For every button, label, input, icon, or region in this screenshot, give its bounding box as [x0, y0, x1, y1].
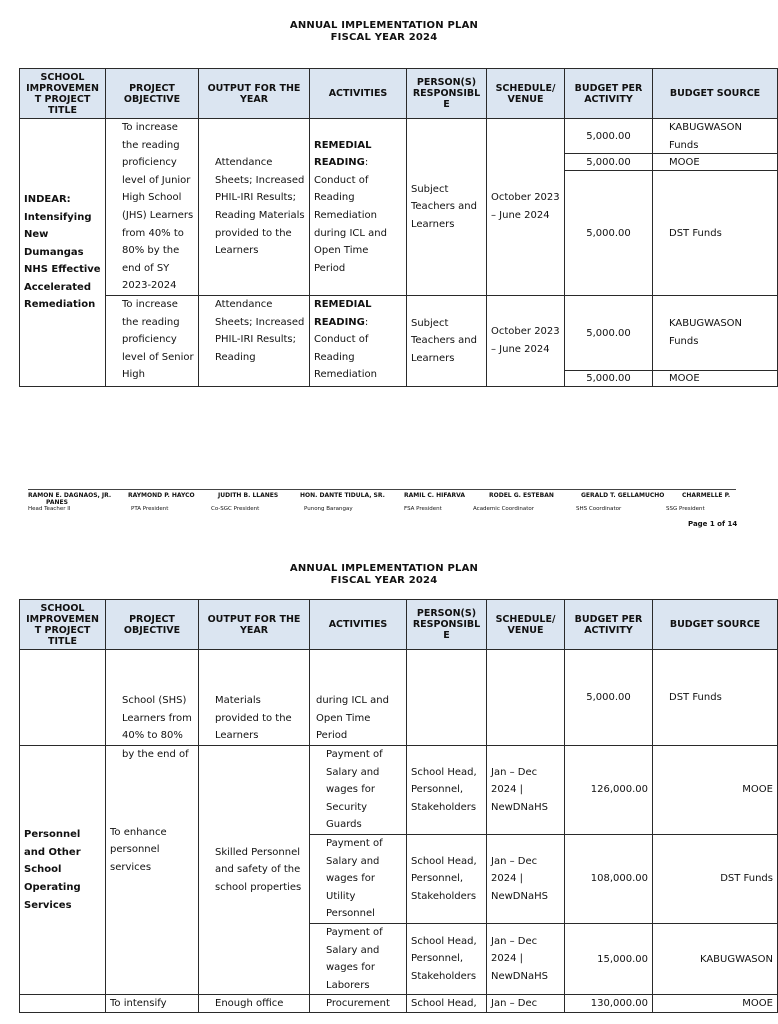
persons-cell: School Head, [407, 995, 487, 1013]
signature-line [28, 489, 736, 490]
source-line: DST Funds [669, 227, 722, 239]
document-title [0, 563, 768, 587]
budget-cell: 126,000.00 [565, 746, 653, 835]
header-output: OUTPUT FOR THE YEAR [199, 69, 310, 119]
page-number-current: 1 [709, 520, 715, 528]
source-cell: MOOE [653, 746, 778, 835]
objective-cell: School (SHS) Learners from 40% to 80% [106, 650, 199, 746]
output-cell: Attendance Sheets; Increased PHIL-IRI Results; Reading [199, 296, 310, 387]
header-sip-title: SCHOOL IMPROVEMEN T PROJECT TITLE [20, 600, 106, 650]
source-line: KABUGWASON Funds [653, 119, 777, 154]
title-line-2: FISCAL YEAR 2024 [330, 575, 438, 586]
persons-cell: Subject Teachers and Learners [407, 119, 487, 296]
budget-cell [565, 119, 653, 296]
project-title-cell: Personnel and Other School Operating Services [20, 746, 106, 995]
signatory [28, 492, 111, 513]
signatory-role: PTA President [131, 506, 169, 512]
activity-cell: during ICL and Open Time Period [310, 650, 407, 746]
activity-title: REMEDIAL READING [314, 299, 372, 328]
signatory-name: JUDITH B. LLANES [218, 492, 279, 499]
table-row [20, 296, 778, 387]
document-title [0, 20, 768, 44]
persons-cell: Subject Teachers and Learners [407, 296, 487, 387]
title-line-2: FISCAL YEAR 2024 [330, 32, 438, 43]
signatory-name: RODEL G. ESTEBAN [489, 492, 554, 499]
signatory-role: SSG President [666, 506, 705, 512]
schedule-cell: Jan – Dec [487, 995, 565, 1013]
objective-text: To enhance personnel services [110, 826, 167, 873]
budget-line: 5,000.00 [565, 154, 652, 171]
header-persons: PERSON(S) RESPONSIBL E [407, 600, 487, 650]
project-title-cell [20, 995, 106, 1013]
header-activities: ACTIVITIES [310, 69, 407, 119]
source-line: MOOE [653, 154, 777, 171]
activity-cell [310, 119, 407, 296]
table-row [20, 650, 778, 746]
page-number-total: 14 [727, 520, 738, 528]
signatory [666, 492, 731, 513]
page-number [688, 520, 737, 528]
budget-line: 5,000.00 [565, 119, 652, 154]
objective-cell [106, 746, 199, 995]
budget-line: 5,000.00 [586, 373, 631, 384]
activity-title: REMEDIAL READING [314, 139, 372, 169]
source-cell [653, 119, 778, 296]
output-cell: Materials provided to the Learners [199, 650, 310, 746]
source-cell: DST Funds [653, 834, 778, 923]
header-budget: BUDGET PER ACTIVITY [565, 69, 653, 119]
header-objective: PROJECT OBJECTIVE [106, 600, 199, 650]
page-number-separator: of [714, 520, 728, 528]
signatory [211, 492, 279, 513]
persons-cell: School Head, Personnel, Stakeholders [407, 834, 487, 923]
output-cell: Enough office [199, 995, 310, 1013]
header-schedule: SCHEDULE/ VENUE [487, 600, 565, 650]
activity-cell: Payment of Salary and wages for Utility Personnel [310, 834, 407, 923]
table-row [20, 119, 778, 296]
plan-table-page-1 [19, 68, 778, 387]
signatory-name: RAMON E. DAGNAOS, JR. [28, 492, 112, 499]
budget-cell: 15,000.00 [565, 923, 653, 994]
source-cell: DST Funds [653, 650, 778, 746]
signatory-name: RAYMOND P. HAYCO [128, 492, 195, 499]
objective-continued: by the end of [122, 749, 189, 760]
plan-table-page-2 [19, 599, 778, 1013]
persons-cell [407, 650, 487, 746]
schedule-cell: October 2023 – June 2024 [487, 296, 565, 387]
activity-cell: Procurement [310, 995, 407, 1013]
signatory-role: FSA President [404, 506, 442, 512]
budget-cell: 5,000.00 [565, 650, 653, 746]
activity-cell: Payment of Salary and wages for Security Guards [310, 746, 407, 835]
objective-cell: To increase the reading proficiency level of Junior High School (JHS) Learners from 40% to 80% by the end of SY 2023-2024 [106, 119, 199, 296]
signatory-name: RAMIL C. HIFARVA [404, 492, 465, 499]
source-cell [653, 296, 778, 387]
header-source: BUDGET SOURCE [653, 600, 778, 650]
signatory-role: SHS Coordinator [576, 506, 622, 512]
schedule-cell: October 2023 – June 2024 [487, 119, 565, 296]
header-sip-title: SCHOOL IMPROVEMEN T PROJECT TITLE [20, 69, 106, 119]
header-persons: PERSON(S) RESPONSIBL E [407, 69, 487, 119]
project-title-cell [20, 650, 106, 746]
output-cell: Attendance Sheets; Increased PHIL-IRI Results; Reading Materials provided to the Learners [199, 119, 310, 296]
signatory [300, 492, 385, 513]
budget-line: 5,000.00 [586, 227, 631, 239]
schedule-cell: Jan – Dec 2024 | NewDNaHS [487, 923, 565, 994]
budget-cell: 130,000.00 [565, 995, 653, 1013]
header-activities: ACTIVITIES [310, 600, 407, 650]
activity-cell [310, 296, 407, 387]
activity-cell: Payment of Salary and wages for Laborers [310, 923, 407, 994]
signatory [404, 492, 465, 513]
header-row [20, 600, 778, 650]
signatory-role: Punong Barangay [304, 506, 353, 512]
activity-description: : Conduct of Reading Remediation during ICL and Open Time Period [314, 157, 387, 274]
header-output: OUTPUT FOR THE YEAR [199, 600, 310, 650]
signatory-name: CHARMELLE P. [682, 492, 731, 499]
signatory-role: Academic Coordinator [473, 506, 534, 512]
signatory-role: Head Teacher II [28, 506, 71, 512]
signatory-name: GERALD T. GELLAMUCHO [581, 492, 665, 499]
source-line: MOOE [669, 373, 700, 384]
header-row [20, 69, 778, 119]
activity-description: : Conduct of Reading Remediation [314, 316, 377, 381]
title-line-1: ANNUAL IMPLEMENTATION PLAN [289, 20, 479, 31]
table-row [20, 995, 778, 1013]
source-cell: KABUGWASON [653, 923, 778, 994]
schedule-cell: Jan – Dec 2024 | NewDNaHS [487, 834, 565, 923]
budget-cell [565, 296, 653, 387]
project-title-cell: INDEAR: Intensifying New Dumangas NHS Effective Accelerated Remediation [20, 119, 106, 387]
signatory [576, 492, 665, 513]
budget-cell: 108,000.00 [565, 834, 653, 923]
header-budget: BUDGET PER ACTIVITY [565, 600, 653, 650]
budget-line: 5,000.00 [565, 296, 652, 371]
table-row [20, 746, 778, 835]
header-schedule: SCHEDULE/ VENUE [487, 69, 565, 119]
persons-cell: School Head, Personnel, Stakeholders [407, 923, 487, 994]
page-number-prefix: Page [688, 520, 710, 528]
header-objective: PROJECT OBJECTIVE [106, 69, 199, 119]
signatory-role: Co-SGC President [211, 506, 260, 512]
persons-cell: School Head, Personnel, Stakeholders [407, 746, 487, 835]
signatory-name: PANES [46, 499, 68, 506]
signatory-name: HON. DANTE TIDULA, SR. [300, 492, 385, 499]
signatory [473, 492, 554, 513]
output-cell: Skilled Personnel and safety of the school properties [199, 746, 310, 995]
schedule-cell: Jan – Dec 2024 | NewDNaHS [487, 746, 565, 835]
title-line-1: ANNUAL IMPLEMENTATION PLAN [289, 563, 479, 574]
schedule-cell [487, 650, 565, 746]
source-line: KABUGWASON Funds [653, 296, 777, 371]
objective-cell: To intensify [106, 995, 199, 1013]
objective-cell: To increase the reading proficiency level of Senior High [106, 296, 199, 387]
header-source: BUDGET SOURCE [653, 69, 778, 119]
signatory [128, 492, 195, 513]
source-cell: MOOE [653, 995, 778, 1013]
